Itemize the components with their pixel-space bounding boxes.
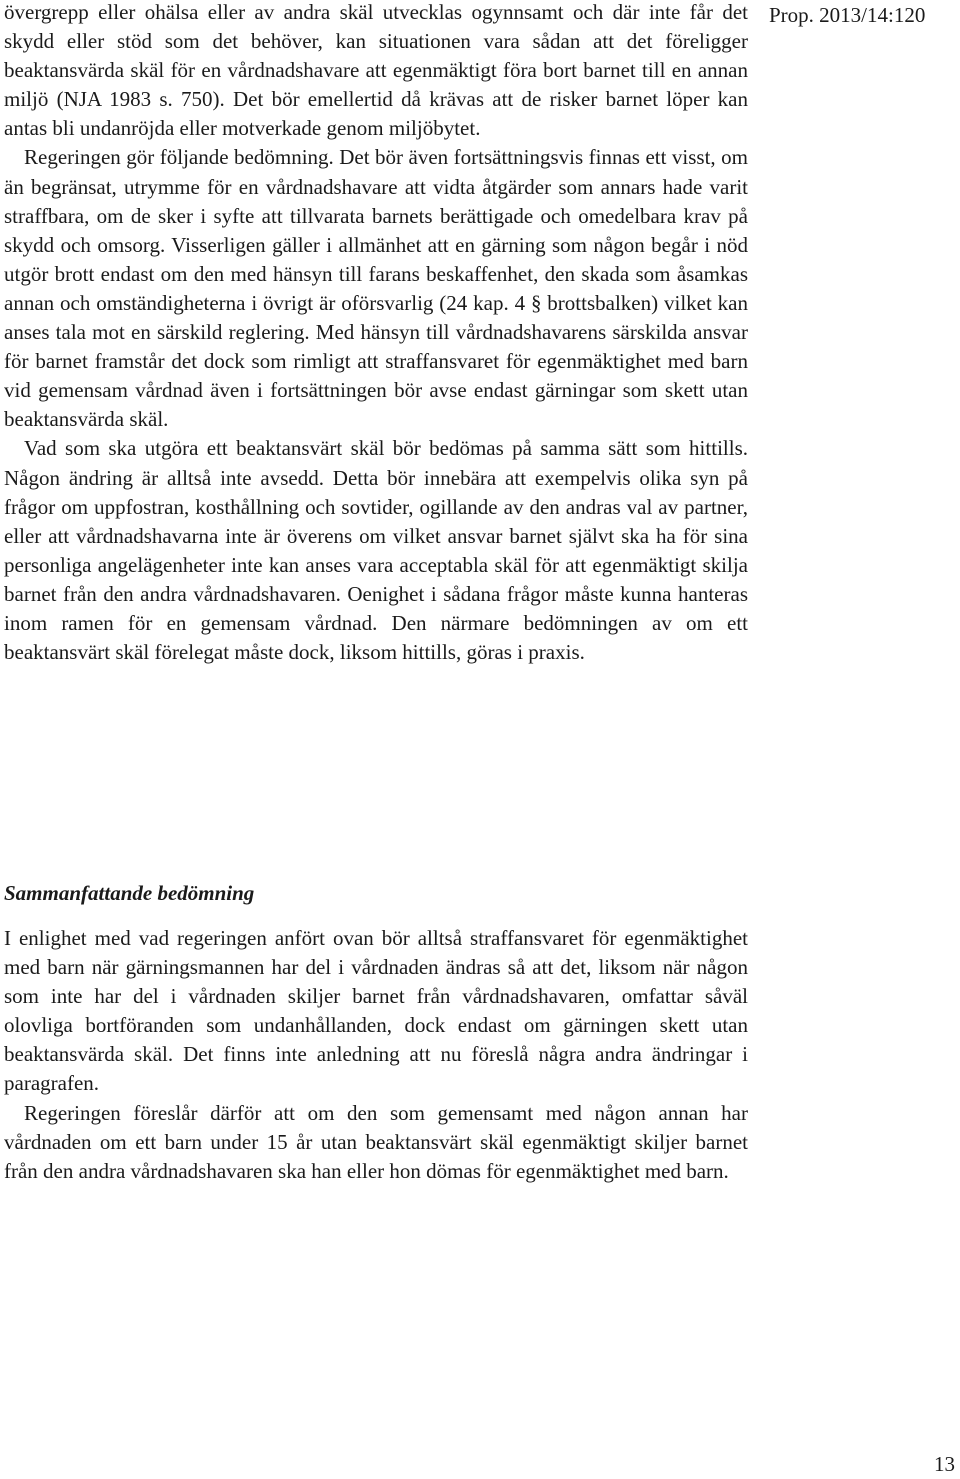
body-text-top <box>4 0 748 667</box>
paragraph-government-assessment: Regeringen gör följande bedömning. Det bör även fortsättningsvis finnas ett visst, om än begränsat, utrymme för en vårdnadshavare att vidta åtgärder som annars hade varit straffbara, om de sker i syfte att tillvarata barnets berättigade och omedelbara krav på skydd och omsorg. Visserligen gäller i allmänhet att en gärning som någon begår i nöd utgör brott endast om den med hänsyn till farans beskaffenhet, den skada som åsamkas annan och omständigheterna i övrigt är oförsvarlig (24 kap. 4 § brottsbalken) vilket kan anses tala mot en särskild reglering. Med hänsyn till vårdnadshavarens särskilda ansvar för barnet framstår det dock som rimligt att straffansvaret för egenmäktighet med barn vid gemensam vårdnad även i fortsättningen bör avse endast gärningar som skett utan beaktansvärda skäl. <box>4 145 748 432</box>
proposition-reference: Prop. 2013/14:120 <box>769 3 926 27</box>
paragraph-proposal: Regeringen föreslår därför att om den som gemensamt med någon annan har vårdnaden om ett barn under 15 år utan beaktansvärt skäl egenmäktigt skiljer barnet från den andra vårdnadshavaren ska han eller hon dömas för egenmäktighet med barn. <box>4 1100 748 1183</box>
paragraph-continuation: övergrepp eller ohälsa eller av andra skäl utvecklas ogynnsamt och där inte får det skydd eller stöd som det behöver, kan situationen vara sådan att det föreligger beaktansvärda skäl för en vårdnadshavare att egenmäktigt föra bort barnet till en annan miljö (NJA 1983 s. 750). Det bör emellertid då krävas att de risker barnet löper kan antas bli undanröjda eller motverkade genom miljöbytet. <box>4 0 748 141</box>
page-number: 13 <box>934 1452 955 1476</box>
paragraph-considerable-reason: Vad som ska utgöra ett beaktansvärt skäl bör bedömas på samma sätt som hittills. Någon ändring är alltså inte avsedd. Detta bör innebära att exempelvis olika syn på frågor om uppfostran, kosthållning och sovtider, ogillande av den andras val av partner, eller att vårdnadshavarna inte är överens om vilket ansvar barnet självt ska ha för sina personliga angelägenheter inte kan anses vara acceptabla skäl för att egenmäktigt skilja barnet från den andra vårdnadshavaren. Oenighet i sådana frågor måste kunna hanteras inom ramen för en gemensam vårdnad. Den närmare bedömningen av om ett beaktansvärt skäl förelegat måste dock, liksom hittills, göras i praxis. <box>4 436 748 665</box>
section-heading: Sammanfattande bedömning <box>4 881 255 905</box>
paragraph-summary: I enlighet med vad regeringen anfört ovan bör alltså straffansvaret för egenmäktighet med barn när gärningsmannen har del i vårdnaden ändras så att det, liksom när någon som inte har del i vårdnaden skiljer barnet från vårdnadshavaren, omfattar såväl olovliga bortföranden som undanhållanden, dock endast om gärningen skett utan beaktansvärda skäl. Det finns inte anledning att nu föreslå några andra ändringar i paragrafen. <box>4 926 748 1096</box>
summary-section <box>4 879 748 1186</box>
